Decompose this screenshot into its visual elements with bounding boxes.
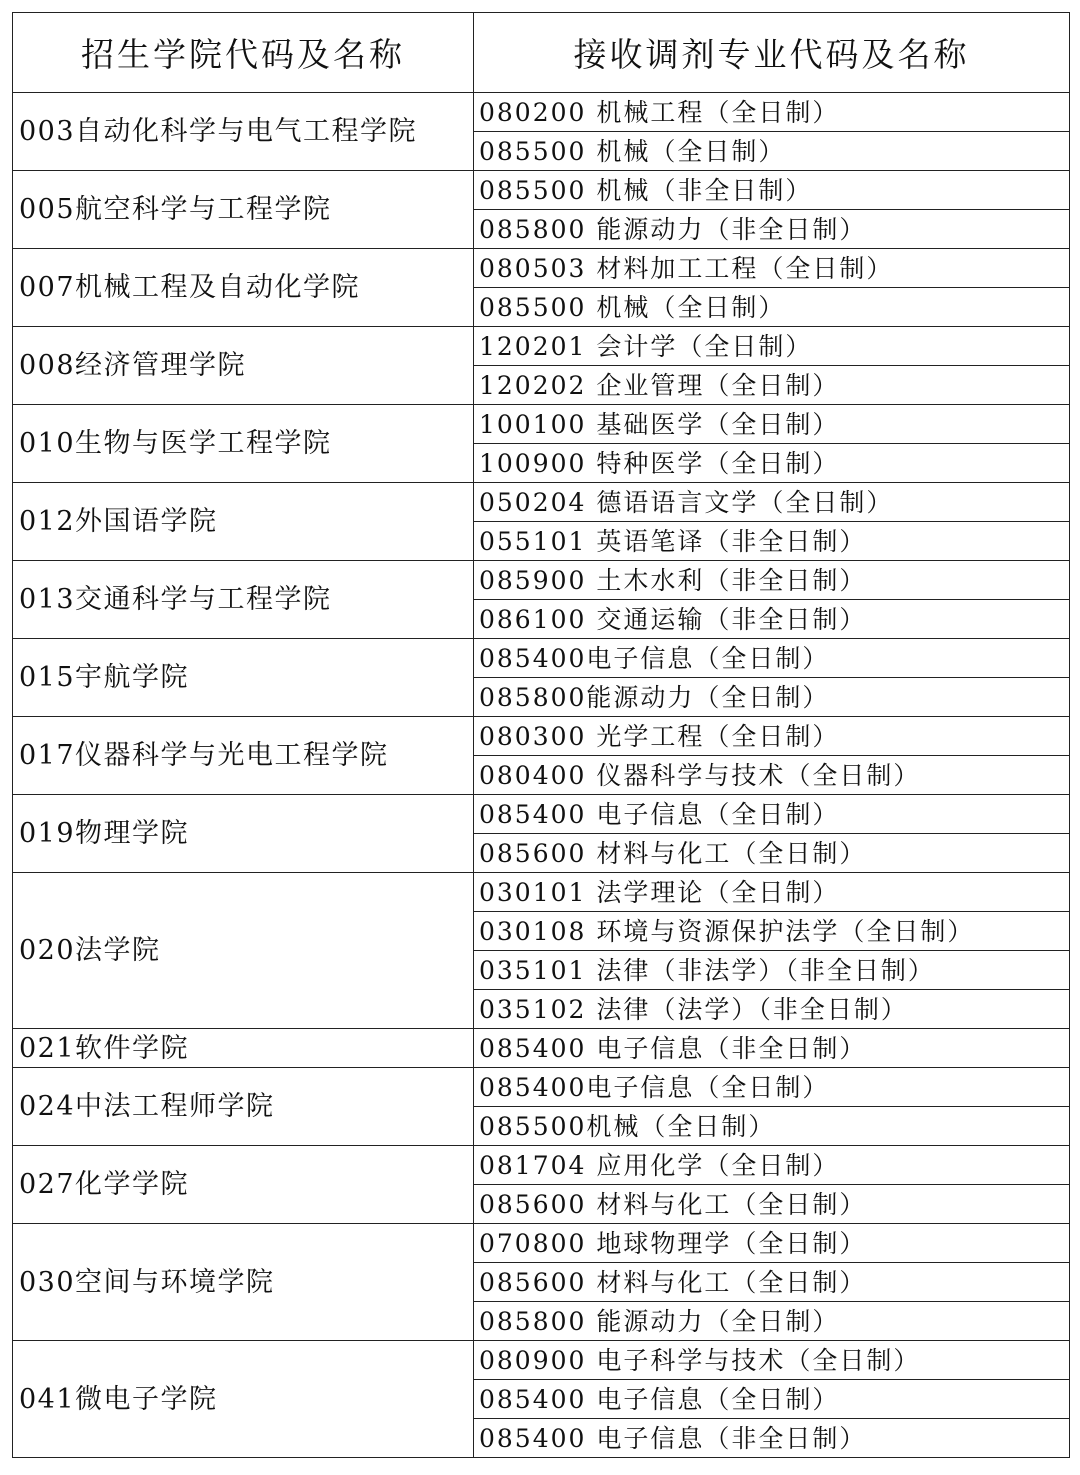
major-cell: 035101 法律（非法学）（非全日制） (474, 951, 1070, 990)
major-cell: 035102 法律（法学）（非全日制） (474, 990, 1070, 1029)
major-cell: 085800能源动力（全日制） (474, 678, 1070, 717)
table-body (13, 93, 1070, 1458)
table-row (13, 1068, 1070, 1107)
header-college: 招生学院代码及名称 (13, 13, 474, 93)
college-cell: 017仪器科学与光电工程学院 (13, 717, 474, 795)
table-row (13, 405, 1070, 444)
major-cell: 120202 企业管理（全日制） (474, 366, 1070, 405)
major-cell: 085600 材料与化工（全日制） (474, 1263, 1070, 1302)
college-cell: 012外国语学院 (13, 483, 474, 561)
college-cell: 020法学院 (13, 873, 474, 1029)
major-cell: 085900 土木水利（非全日制） (474, 561, 1070, 600)
major-cell: 080400 仪器科学与技术（全日制） (474, 756, 1070, 795)
major-cell: 080200 机械工程（全日制） (474, 93, 1070, 132)
major-cell: 085500 机械（全日制） (474, 288, 1070, 327)
table-row (13, 1224, 1070, 1263)
table-row (13, 561, 1070, 600)
major-cell: 050204 德语语言文学（全日制） (474, 483, 1070, 522)
college-cell: 005航空科学与工程学院 (13, 171, 474, 249)
table-row (13, 93, 1070, 132)
major-cell: 085400 电子信息（非全日制） (474, 1029, 1070, 1068)
major-cell: 085500 机械（非全日制） (474, 171, 1070, 210)
header-row (13, 13, 1070, 93)
college-cell: 003自动化科学与电气工程学院 (13, 93, 474, 171)
table-row (13, 483, 1070, 522)
major-cell: 085500机械（全日制） (474, 1107, 1070, 1146)
college-cell: 007机械工程及自动化学院 (13, 249, 474, 327)
major-cell: 085500 机械（全日制） (474, 132, 1070, 171)
table-row (13, 171, 1070, 210)
table-row (13, 717, 1070, 756)
major-cell: 080900 电子科学与技术（全日制） (474, 1341, 1070, 1380)
table-row (13, 639, 1070, 678)
major-cell: 120201 会计学（全日制） (474, 327, 1070, 366)
college-cell: 027化学学院 (13, 1146, 474, 1224)
major-cell: 100100 基础医学（全日制） (474, 405, 1070, 444)
table-row (13, 795, 1070, 834)
major-cell: 085400 电子信息（全日制） (474, 795, 1070, 834)
major-cell: 085400电子信息（全日制） (474, 1068, 1070, 1107)
college-cell: 010生物与医学工程学院 (13, 405, 474, 483)
table-row (13, 249, 1070, 288)
major-cell: 030101 法学理论（全日制） (474, 873, 1070, 912)
major-cell: 085800 能源动力（非全日制） (474, 210, 1070, 249)
major-cell: 085400 电子信息（全日制） (474, 1380, 1070, 1419)
table-row (13, 1341, 1070, 1380)
transfer-admission-table (12, 12, 1070, 1458)
college-cell: 030空间与环境学院 (13, 1224, 474, 1341)
table-row (13, 1146, 1070, 1185)
major-cell: 055101 英语笔译（非全日制） (474, 522, 1070, 561)
college-cell: 041微电子学院 (13, 1341, 474, 1458)
major-cell: 085400电子信息（全日制） (474, 639, 1070, 678)
major-cell: 080503 材料加工工程（全日制） (474, 249, 1070, 288)
major-cell: 070800 地球物理学（全日制） (474, 1224, 1070, 1263)
college-cell: 024中法工程师学院 (13, 1068, 474, 1146)
table-row (13, 327, 1070, 366)
college-cell: 019物理学院 (13, 795, 474, 873)
major-cell: 085600 材料与化工（全日制） (474, 834, 1070, 873)
major-cell: 080300 光学工程（全日制） (474, 717, 1070, 756)
college-cell: 015宇航学院 (13, 639, 474, 717)
college-cell: 013交通科学与工程学院 (13, 561, 474, 639)
major-cell: 086100 交通运输（非全日制） (474, 600, 1070, 639)
major-cell: 081704 应用化学（全日制） (474, 1146, 1070, 1185)
major-cell: 085800 能源动力（全日制） (474, 1302, 1070, 1341)
header-major: 接收调剂专业代码及名称 (474, 13, 1070, 93)
college-cell: 021软件学院 (13, 1029, 474, 1068)
table-row (13, 873, 1070, 912)
major-cell: 085400 电子信息（非全日制） (474, 1419, 1070, 1458)
college-cell: 008经济管理学院 (13, 327, 474, 405)
major-cell: 030108 环境与资源保护法学（全日制） (474, 912, 1070, 951)
table-row (13, 1029, 1070, 1068)
major-cell: 085600 材料与化工（全日制） (474, 1185, 1070, 1224)
major-cell: 100900 特种医学（全日制） (474, 444, 1070, 483)
